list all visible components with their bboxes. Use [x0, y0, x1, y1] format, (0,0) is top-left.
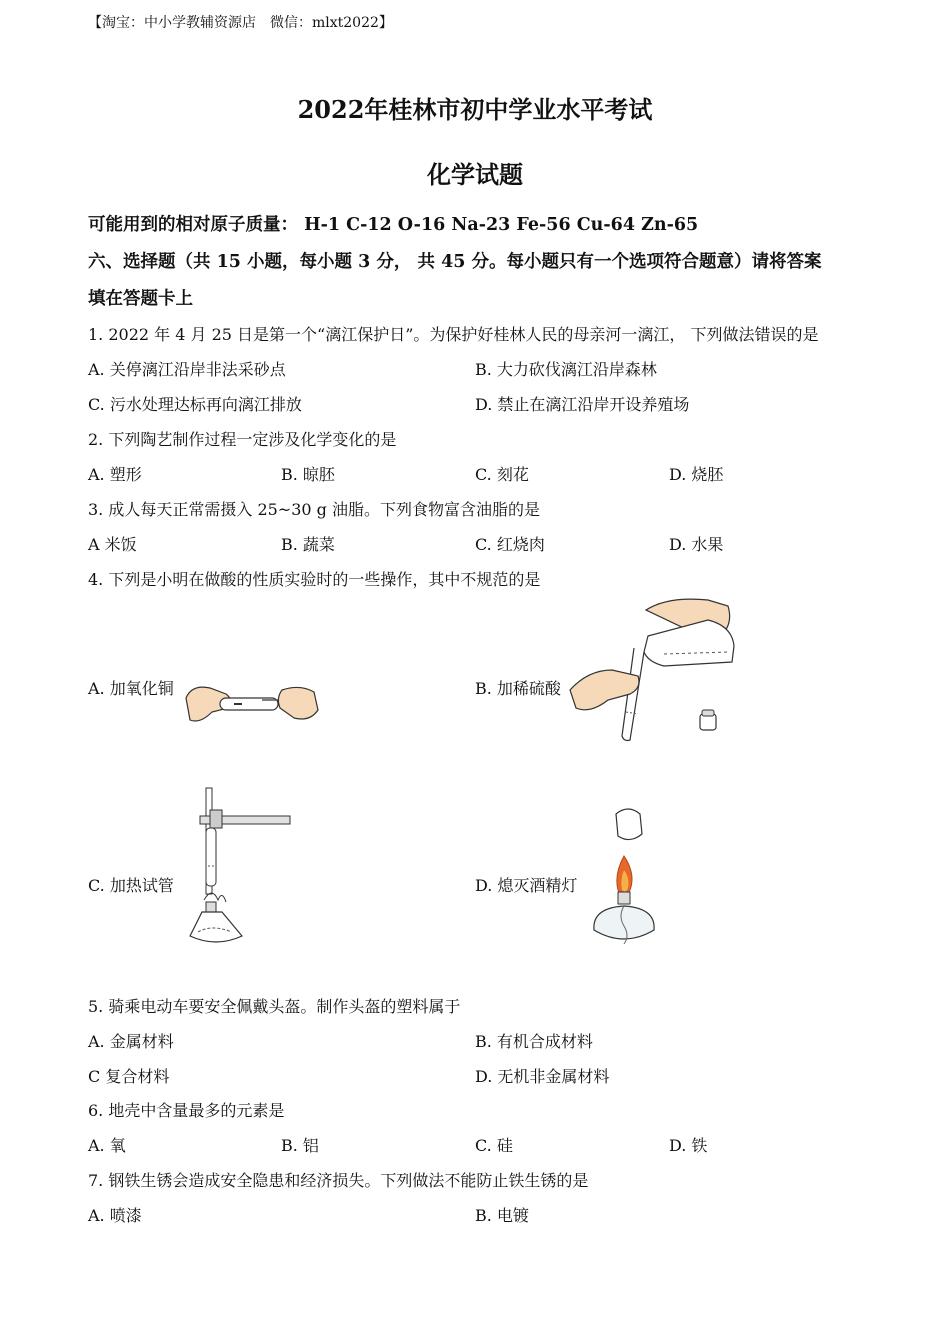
question-5-option-c: C 复合材料 [88, 1067, 170, 1086]
question-3-option-b: B. 蔬菜 [281, 535, 335, 554]
question-4-option-d: D. 熄灭酒精灯 [475, 876, 578, 895]
question-1-option-b: B. 大力砍伐漓江沿岸森林 [475, 360, 657, 379]
section-heading-line1: 六、选择题（共 15 小题，每小题 3 分， 共 45 分。每小题只有一个选项符合题意）请将答案 [88, 252, 822, 272]
question-2-option-c: C. 刻花 [475, 465, 529, 484]
question-7-option-b: B. 电镀 [475, 1206, 529, 1225]
question-6-stem: 6. 地壳中含量最多的元素是 [88, 1101, 285, 1120]
question-4-option-b: B. 加稀硫酸 [475, 679, 561, 698]
atomic-masses: 可能用到的相对原子质量： H-1 C-12 O-16 Na-23 Fe-56 Cu-64 Zn-65 [88, 215, 699, 235]
watermark: 【淘宝：中小学教辅资源店 微信：mlxt2022】 [88, 15, 393, 31]
question-4-stem: 4. 下列是小明在做酸的性质实验时的一些操作，其中不规范的是 [88, 570, 541, 589]
question-1-option-c: C. 污水处理达标再向漓江排放 [88, 395, 302, 414]
question-3-stem: 3. 成人每天正常需摄入 25~30 g 油脂。下列食物富含油脂的是 [88, 500, 540, 519]
question-6-option-d: D. 铁 [669, 1136, 708, 1155]
page-subtitle: 化学试题 [427, 160, 523, 189]
question-1-option-a: A. 关停漓江沿岸非法采砂点 [88, 360, 286, 379]
question-2-option-b: B. 晾胚 [281, 465, 335, 484]
adding-dilute-sulfuric-acid-illustration [568, 596, 738, 744]
question-4-option-c: C. 加热试管 [88, 876, 174, 895]
question-4-option-a: A. 加氧化铜 [88, 679, 174, 698]
question-5-option-b: B. 有机合成材料 [475, 1032, 593, 1051]
question-6-option-b: B. 铝 [281, 1136, 319, 1155]
question-5-option-a: A. 金属材料 [88, 1032, 174, 1051]
question-3-option-c: C. 红烧肉 [475, 535, 545, 554]
question-1-stem: 1. 2022 年 4 月 25 日是第一个“漓江保护日”。为保护好桂林人民的母亲河一漓江， 下列做法错误的是 [88, 325, 819, 344]
section-heading-line2: 填在答题卡上 [88, 289, 193, 309]
page-title: 2022年桂林市初中学业水平考试 [297, 95, 653, 124]
question-2-option-a: A. 塑形 [88, 465, 142, 484]
question-7-option-a: A. 喷漆 [88, 1206, 142, 1225]
question-5-stem: 5. 骑乘电动车要安全佩戴头盔。制作头盔的塑料属于 [88, 997, 461, 1016]
heating-test-tube-illustration [182, 786, 292, 952]
question-6-option-a: A. 氧 [88, 1136, 126, 1155]
question-7-stem: 7. 钢铁生锈会造成安全隐患和经济损失。下列做法不能防止铁生锈的是 [88, 1171, 589, 1190]
question-6-option-c: C. 硅 [475, 1136, 513, 1155]
question-3-option-a: A 米饭 [88, 535, 137, 554]
question-2-option-d: D. 烧胚 [669, 465, 724, 484]
extinguishing-alcohol-lamp-illustration [584, 804, 664, 950]
adding-copper-oxide-illustration [182, 678, 322, 734]
question-1-option-d: D. 禁止在漓江沿岸开设养殖场 [475, 395, 690, 414]
question-3-option-d: D. 水果 [669, 535, 724, 554]
question-5-option-d: D. 无机非金属材料 [475, 1067, 610, 1086]
question-2-stem: 2. 下列陶艺制作过程一定涉及化学变化的是 [88, 430, 397, 449]
